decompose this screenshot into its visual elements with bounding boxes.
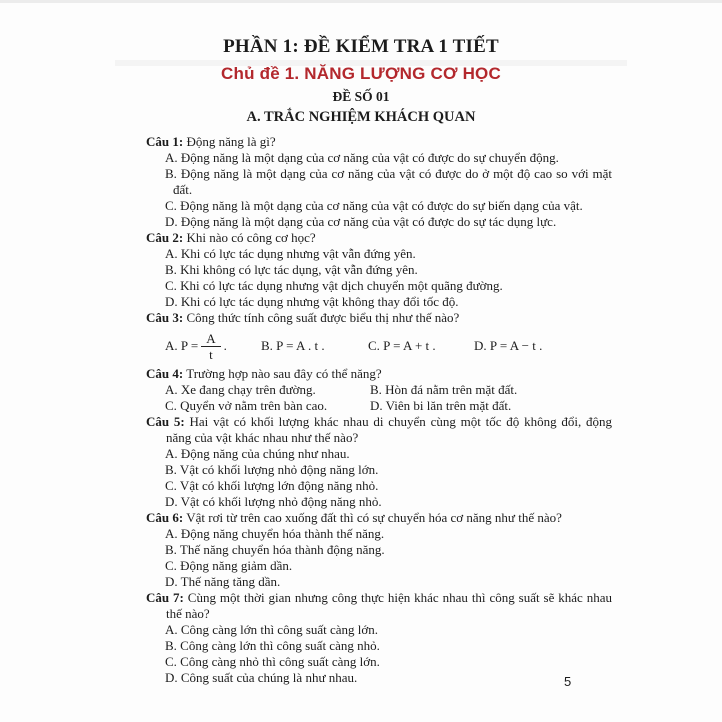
- question-5: [146, 414, 612, 510]
- question-1: [146, 134, 612, 230]
- answer-option: C. Quyển vở nằm trên bàn cao.: [165, 398, 328, 413]
- answer-option: D. Thế năng tăng dần.: [165, 574, 281, 589]
- options: [146, 382, 612, 414]
- answer-option: B. Hòn đá nằm trên mặt đất.: [370, 382, 518, 397]
- options: [146, 622, 612, 686]
- answer-option: A. Động năng là một dạng của cơ năng của vật có được do sự chuyển động.: [165, 150, 559, 165]
- options: [146, 326, 612, 366]
- question-7: [146, 590, 612, 686]
- question-text: [146, 510, 612, 526]
- answer-option: A. Khi có lực tác dụng nhưng vật vẫn đứng yên.: [165, 246, 416, 261]
- answer-option: D. P = A − t .: [474, 338, 543, 353]
- question-body: Trường hợp nào sau đây có thể năng?: [186, 366, 382, 381]
- options: [146, 526, 612, 590]
- part-title: PHẦN 1: ĐỀ KIỂM TRA 1 TIẾT: [223, 36, 499, 57]
- question-4: [146, 366, 612, 414]
- question-label: Câu 6:: [146, 510, 184, 525]
- question-body: Công thức tính công suất được biểu thị như thế nào?: [186, 310, 460, 325]
- question-body: Động năng là gì?: [186, 134, 276, 149]
- section-title: A. TRẮC NGHIỆM KHÁCH QUAN: [246, 109, 476, 125]
- answer-option: D. Vật có khối lượng nhỏ động năng nhỏ.: [165, 494, 382, 509]
- document-header: [0, 36, 722, 126]
- question-text: [146, 310, 612, 326]
- formula-prefix: A. P =: [165, 338, 199, 353]
- question-body: Vật rơi từ trên cao xuống đất thì có sự chuyển hóa cơ năng như thế nào?: [186, 510, 562, 525]
- answer-option: A. Động năng của chúng như nhau.: [165, 446, 350, 461]
- question-label: Câu 5:: [146, 414, 185, 429]
- question-label: Câu 2:: [146, 230, 184, 245]
- scan-edge-artifact: [0, 0, 722, 3]
- question-text: [146, 414, 612, 446]
- answer-option: C. Khi có lực tác dụng nhưng vật dịch chuyển một quãng đường.: [165, 278, 503, 293]
- question-text: [146, 590, 612, 622]
- question-2: [146, 230, 612, 310]
- answer-option: D. Viên bi lăn trên mặt đất.: [370, 398, 512, 413]
- question-body: Cùng một thời gian nhưng công thực hiện khác nhau thì công suất sẽ khác nhau thế nào?: [166, 590, 612, 621]
- fraction-numerator: A: [201, 331, 220, 347]
- question-text: [146, 230, 612, 246]
- question-label: Câu 3:: [146, 310, 184, 325]
- answer-option: B. Thế năng chuyển hóa thành động năng.: [165, 542, 385, 557]
- answer-option: C. Công càng nhỏ thì công suất càng lớn.: [165, 654, 380, 669]
- answer-option: D. Khi có lực tác dụng nhưng vật không thay đổi tốc độ.: [165, 294, 459, 309]
- question-text: [146, 134, 612, 150]
- question-text: [146, 366, 612, 382]
- options: [146, 446, 612, 510]
- answer-option: C. Vật có khối lượng lớn động năng nhỏ.: [165, 478, 379, 493]
- answer-option: C. P = A + t .: [368, 338, 436, 353]
- formula-suffix: .: [223, 338, 227, 353]
- answer-option: A. Công càng lớn thì công suất càng lớn.: [165, 622, 379, 637]
- question-body: Hai vật có khối lượng khác nhau di chuyển cùng một tốc độ không đổi, động năng của vật khác nhau như thế nào?: [166, 414, 612, 445]
- question-body: Khi nào có công cơ học?: [186, 230, 316, 245]
- question-6: [146, 510, 612, 590]
- questions-list: [146, 134, 612, 686]
- exam-number: ĐỀ SỐ 01: [332, 89, 390, 104]
- answer-option: A. Xe đang chạy trên đường.: [165, 382, 316, 397]
- answer-option: B. P = A . t .: [261, 338, 325, 353]
- answer-option: C. Động năng giảm dần.: [165, 558, 293, 573]
- answer-option: B. Công càng lớn thì công suất càng nhỏ.: [165, 638, 380, 653]
- answer-option: D. Động năng là một dạng của cơ năng của vật có được do sự tác dụng lực.: [165, 214, 557, 229]
- answer-option: B. Vật có khối lượng nhỏ động năng lớn.: [165, 462, 379, 477]
- question-label: Câu 4:: [146, 366, 184, 381]
- page-number: 5: [564, 674, 572, 689]
- answer-option: D. Công suất của chúng là như nhau.: [165, 670, 358, 685]
- question-3: [146, 310, 612, 366]
- fraction-denominator: t: [209, 346, 213, 362]
- answer-option: A. Động năng chuyển hóa thành thế năng.: [165, 526, 385, 541]
- answer-option: C. Động năng là một dạng của cơ năng của vật có được do sự biến dạng của vật.: [165, 198, 583, 213]
- topic-title: Chủ đề 1. NĂNG LƯỢNG CƠ HỌC: [221, 64, 501, 83]
- answer-option: B. Khi không có lực tác dụng, vật vẫn đứng yên.: [165, 262, 418, 277]
- answer-option: [165, 331, 261, 362]
- question-label: Câu 1:: [146, 134, 184, 149]
- options: [146, 246, 612, 310]
- question-label: Câu 7:: [146, 590, 184, 605]
- answer-option: B. Động năng là một dạng của cơ năng của vật có được do ở một độ cao so với mặt đất.: [165, 166, 612, 197]
- options: [146, 150, 612, 230]
- fraction: [201, 331, 220, 362]
